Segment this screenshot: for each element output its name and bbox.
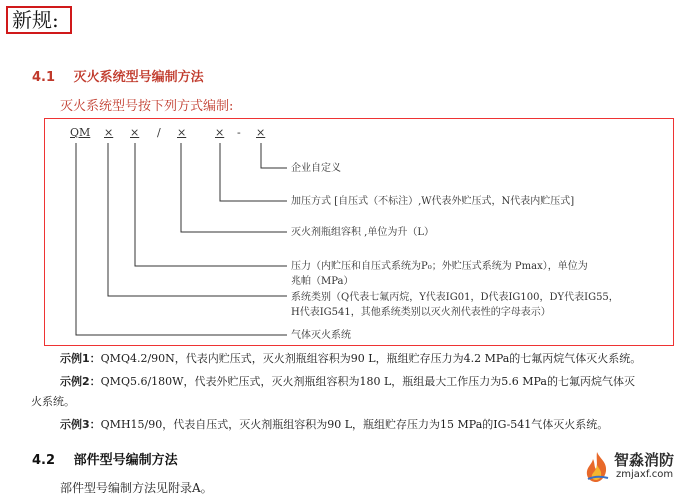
desc-gas-system: 气体灭火系统 [291, 330, 351, 341]
example-2-text-cont: 火系统。 [31, 395, 75, 408]
desc-category-line2: H代表IG541，其他系统类别以灭火剂代表性的字母表示） [291, 307, 551, 318]
connector-pressurize [220, 143, 287, 201]
connector-pressure [135, 143, 287, 266]
desc-pressure-line1: 压力（内贮压和自压式系统为P₀；外贮压式系统为 Pmax），单位为 [291, 261, 588, 272]
flame-icon [584, 451, 610, 483]
section-4-2-body: 部件型号编制方法见附录A。 [60, 481, 213, 495]
example-3-label: 示例3： [60, 418, 101, 431]
desc-volume: 灭火剂瓶组容积 ,单位为升（L） [291, 227, 434, 238]
code-part-5: × [256, 126, 266, 139]
code-part-3: × [177, 126, 187, 139]
section-4-2-title: 部件型号编制方法 [73, 453, 178, 468]
example-1 [60, 348, 641, 370]
code-part-1: × [104, 126, 114, 139]
section-4-1-intro: 灭火系统型号按下列方式编制: [60, 99, 234, 114]
connector-custom [261, 143, 287, 168]
desc-pressure-line2: 兆帕（MPa） [291, 276, 354, 287]
example-2 [60, 371, 635, 393]
example-2-text: QMQ5.6/180W，代表外贮压式，灭火剂瓶组容积为180 L，瓶组最大工作压力为5.6 MPa的七氟丙烷气体灭 [100, 375, 635, 388]
code-part-4: × [215, 126, 225, 139]
code-part-2: × [130, 126, 140, 139]
watermark-url: zmjaxf.com [616, 469, 674, 480]
connector-volume [181, 143, 287, 232]
watermark-name: 智淼消防 [614, 451, 675, 469]
desc-custom: 企业自定义 [291, 163, 341, 174]
desc-category-line1: 系统类别（Q代表七氟丙烷，Y代表IG01，D代表IG100，DY代表IG55， [291, 292, 619, 303]
section-4-1-number: 4.1 [32, 70, 56, 85]
section-4-2-number: 4.2 [32, 453, 56, 468]
code-part-qm: QM [70, 126, 91, 139]
example-3-text: QMH15/90，代表自压式，灭火剂瓶组容积为90 L，瓶组贮存压力为15 MPa的IG-541气体灭火系统。 [100, 418, 609, 431]
example-1-text: QMQ4.2/90N，代表内贮压式，灭火剂瓶组容积为90 L，瓶组贮存压力为4.2 MPa的七氟丙烷气体灭火系统。 [100, 352, 642, 365]
example-2-continuation [31, 391, 75, 413]
desc-pressurize-method: 加压方式 [自压式（不标注）,W代表外贮压式，N代表内贮压式] [291, 196, 575, 207]
example-2-label: 示例2： [60, 375, 101, 388]
code-dash: - [237, 126, 241, 139]
watermark-logo [584, 447, 696, 491]
example-3 [60, 414, 608, 436]
section-4-1-title: 灭火系统型号编制方法 [73, 70, 204, 85]
section-4-2-heading [32, 449, 178, 468]
code-slash: / [157, 126, 161, 139]
example-1-label: 示例1： [60, 352, 101, 365]
new-rules-text: 新规: [12, 8, 59, 32]
